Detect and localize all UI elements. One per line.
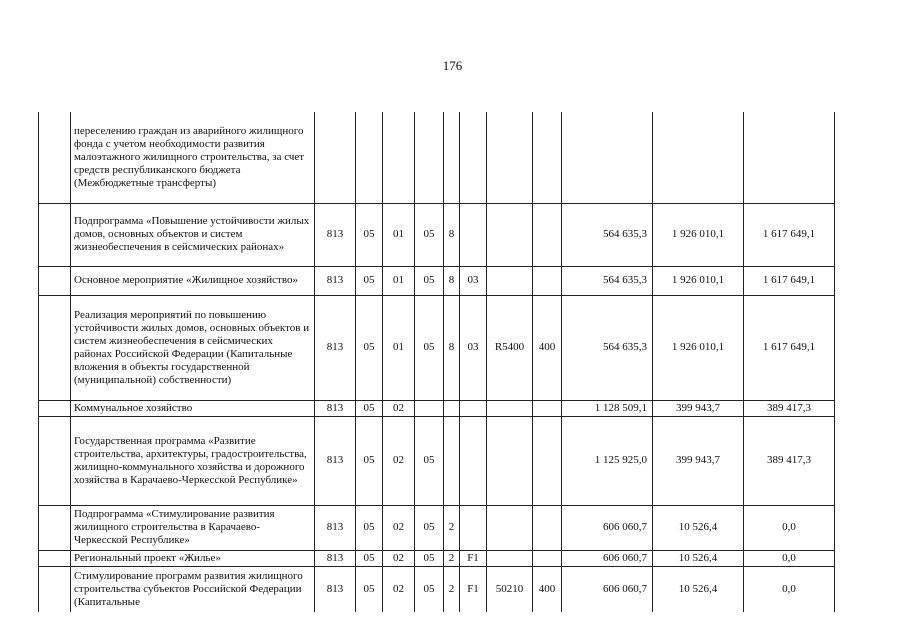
code-cell-c6 — [460, 203, 487, 266]
code-cell-c4: 05 — [415, 550, 444, 566]
code-cell-c2: 05 — [356, 295, 383, 400]
amount-cell-v2: 1 926 010,1 — [653, 266, 744, 295]
code-cell-c8 — [533, 505, 562, 550]
code-cell-c6: 03 — [460, 295, 487, 400]
table-row — [39, 203, 835, 266]
code-cell-c4 — [415, 400, 444, 416]
row-name-cell: переселению граждан из аварийного жилищного фонда с учетом необходимости развития малоэтажного жилищного строительства, за счет средств республиканского бюджета (Межбюджетные трансферты) — [71, 112, 315, 203]
code-cell-c2: 05 — [356, 550, 383, 566]
row-number-cell — [39, 266, 71, 295]
code-cell-c8 — [533, 550, 562, 566]
code-cell-c8 — [533, 112, 562, 203]
code-cell-c8 — [533, 400, 562, 416]
code-cell-c5 — [444, 416, 460, 505]
code-cell-c2: 05 — [356, 505, 383, 550]
amount-cell-v3: 389 417,3 — [744, 400, 835, 416]
table-row — [39, 295, 835, 400]
code-cell-c5 — [444, 400, 460, 416]
code-cell-c8: 400 — [533, 566, 562, 612]
row-name-cell: Коммунальное хозяйство — [71, 400, 315, 416]
amount-cell-v3: 1 617 649,1 — [744, 266, 835, 295]
code-cell-c6 — [460, 416, 487, 505]
table-row — [39, 550, 835, 566]
amount-cell-v1: 606 060,7 — [562, 505, 653, 550]
budget-table — [38, 112, 835, 612]
amount-cell-v1: 606 060,7 — [562, 550, 653, 566]
amount-cell-v1: 564 635,3 — [562, 266, 653, 295]
code-cell-c6: F1 — [460, 566, 487, 612]
amount-cell-v2 — [653, 112, 744, 203]
code-cell-c1: 813 — [315, 566, 356, 612]
row-name-cell: Региональный проект «Жилье» — [71, 550, 315, 566]
code-cell-c1: 813 — [315, 505, 356, 550]
amount-cell-v2: 10 526,4 — [653, 505, 744, 550]
code-cell-c4: 05 — [415, 566, 444, 612]
amount-cell-v1: 1 128 509,1 — [562, 400, 653, 416]
code-cell-c6 — [460, 112, 487, 203]
row-number-cell — [39, 112, 71, 203]
code-cell-c7 — [487, 505, 533, 550]
row-number-cell — [39, 566, 71, 612]
code-cell-c4: 05 — [415, 266, 444, 295]
code-cell-c5: 8 — [444, 203, 460, 266]
amount-cell-v3: 1 617 649,1 — [744, 295, 835, 400]
amount-cell-v1: 1 125 925,0 — [562, 416, 653, 505]
code-cell-c7 — [487, 203, 533, 266]
code-cell-c2 — [356, 112, 383, 203]
code-cell-c3: 01 — [383, 295, 415, 400]
amount-cell-v3 — [744, 112, 835, 203]
code-cell-c1: 813 — [315, 550, 356, 566]
code-cell-c2: 05 — [356, 566, 383, 612]
code-cell-c6 — [460, 400, 487, 416]
row-number-cell — [39, 295, 71, 400]
code-cell-c2: 05 — [356, 416, 383, 505]
code-cell-c4: 05 — [415, 505, 444, 550]
amount-cell-v2: 399 943,7 — [653, 400, 744, 416]
code-cell-c3: 02 — [383, 550, 415, 566]
amount-cell-v2: 1 926 010,1 — [653, 295, 744, 400]
code-cell-c3: 02 — [383, 566, 415, 612]
code-cell-c2: 05 — [356, 203, 383, 266]
table-row — [39, 566, 835, 612]
row-name-cell: Подпрограмма «Стимулирование развития жилищного строительства в Карачаево-Черкесской Республике» — [71, 505, 315, 550]
amount-cell-v3: 1 617 649,1 — [744, 203, 835, 266]
code-cell-c8 — [533, 266, 562, 295]
code-cell-c7 — [487, 416, 533, 505]
code-cell-c1: 813 — [315, 295, 356, 400]
table-row — [39, 416, 835, 505]
row-number-cell — [39, 416, 71, 505]
amount-cell-v3: 0,0 — [744, 566, 835, 612]
code-cell-c5: 2 — [444, 566, 460, 612]
code-cell-c5: 8 — [444, 295, 460, 400]
code-cell-c6: 03 — [460, 266, 487, 295]
code-cell-c1: 813 — [315, 203, 356, 266]
row-name-cell: Реализация мероприятий по повышению устойчивости жилых домов, основных объектов и систем жизнеобеспечения в сейсмических районах Российской Федерации (Капитальные вложения в объекты государственной (муниципальной) собственности) — [71, 295, 315, 400]
code-cell-c8: 400 — [533, 295, 562, 400]
code-cell-c3 — [383, 112, 415, 203]
amount-cell-v1: 564 635,3 — [562, 295, 653, 400]
code-cell-c7 — [487, 112, 533, 203]
code-cell-c2: 05 — [356, 266, 383, 295]
row-number-cell — [39, 203, 71, 266]
code-cell-c3: 01 — [383, 266, 415, 295]
amount-cell-v3: 389 417,3 — [744, 416, 835, 505]
code-cell-c7: 50210 — [487, 566, 533, 612]
code-cell-c8 — [533, 416, 562, 505]
code-cell-c6: F1 — [460, 550, 487, 566]
code-cell-c1 — [315, 112, 356, 203]
row-name-cell: Государственная программа «Развитие строительства, архитектуры, градостроительства, жилищно-коммунального хозяйства и дорожного хозяйства в Карачаево-Черкесской Республике» — [71, 416, 315, 505]
code-cell-c7 — [487, 550, 533, 566]
row-name-cell: Стимулирование программ развития жилищного строительства субъектов Российской Федерации (Капитальные — [71, 566, 315, 612]
code-cell-c1: 813 — [315, 416, 356, 505]
code-cell-c4 — [415, 112, 444, 203]
code-cell-c5: 2 — [444, 550, 460, 566]
code-cell-c2: 05 — [356, 400, 383, 416]
page-number: 176 — [442, 58, 463, 73]
code-cell-c7 — [487, 400, 533, 416]
amount-cell-v2: 10 526,4 — [653, 550, 744, 566]
code-cell-c5: 8 — [444, 266, 460, 295]
code-cell-c8 — [533, 203, 562, 266]
amount-cell-v3: 0,0 — [744, 550, 835, 566]
row-name-cell: Подпрограмма «Повышение устойчивости жилых домов, основных объектов и систем жизнеобеспечения в сейсмических районах» — [71, 203, 315, 266]
amount-cell-v1: 606 060,7 — [562, 566, 653, 612]
amount-cell-v2: 1 926 010,1 — [653, 203, 744, 266]
code-cell-c3: 02 — [383, 505, 415, 550]
code-cell-c3: 02 — [383, 400, 415, 416]
amount-cell-v2: 399 943,7 — [653, 416, 744, 505]
table-row — [39, 266, 835, 295]
code-cell-c4: 05 — [415, 416, 444, 505]
row-number-cell — [39, 505, 71, 550]
table-row — [39, 112, 835, 203]
code-cell-c7 — [487, 266, 533, 295]
row-number-cell — [39, 400, 71, 416]
amount-cell-v2: 10 526,4 — [653, 566, 744, 612]
code-cell-c5 — [444, 112, 460, 203]
row-number-cell — [39, 550, 71, 566]
code-cell-c4: 05 — [415, 295, 444, 400]
table-row — [39, 505, 835, 550]
code-cell-c6 — [460, 505, 487, 550]
code-cell-c5: 2 — [444, 505, 460, 550]
table-row — [39, 400, 835, 416]
code-cell-c4: 05 — [415, 203, 444, 266]
code-cell-c7: R5400 — [487, 295, 533, 400]
row-name-cell: Основное мероприятие «Жилищное хозяйство» — [71, 266, 315, 295]
amount-cell-v1: 564 635,3 — [562, 203, 653, 266]
amount-cell-v1 — [562, 112, 653, 203]
code-cell-c1: 813 — [315, 266, 356, 295]
code-cell-c1: 813 — [315, 400, 356, 416]
code-cell-c3: 01 — [383, 203, 415, 266]
code-cell-c3: 02 — [383, 416, 415, 505]
amount-cell-v3: 0,0 — [744, 505, 835, 550]
